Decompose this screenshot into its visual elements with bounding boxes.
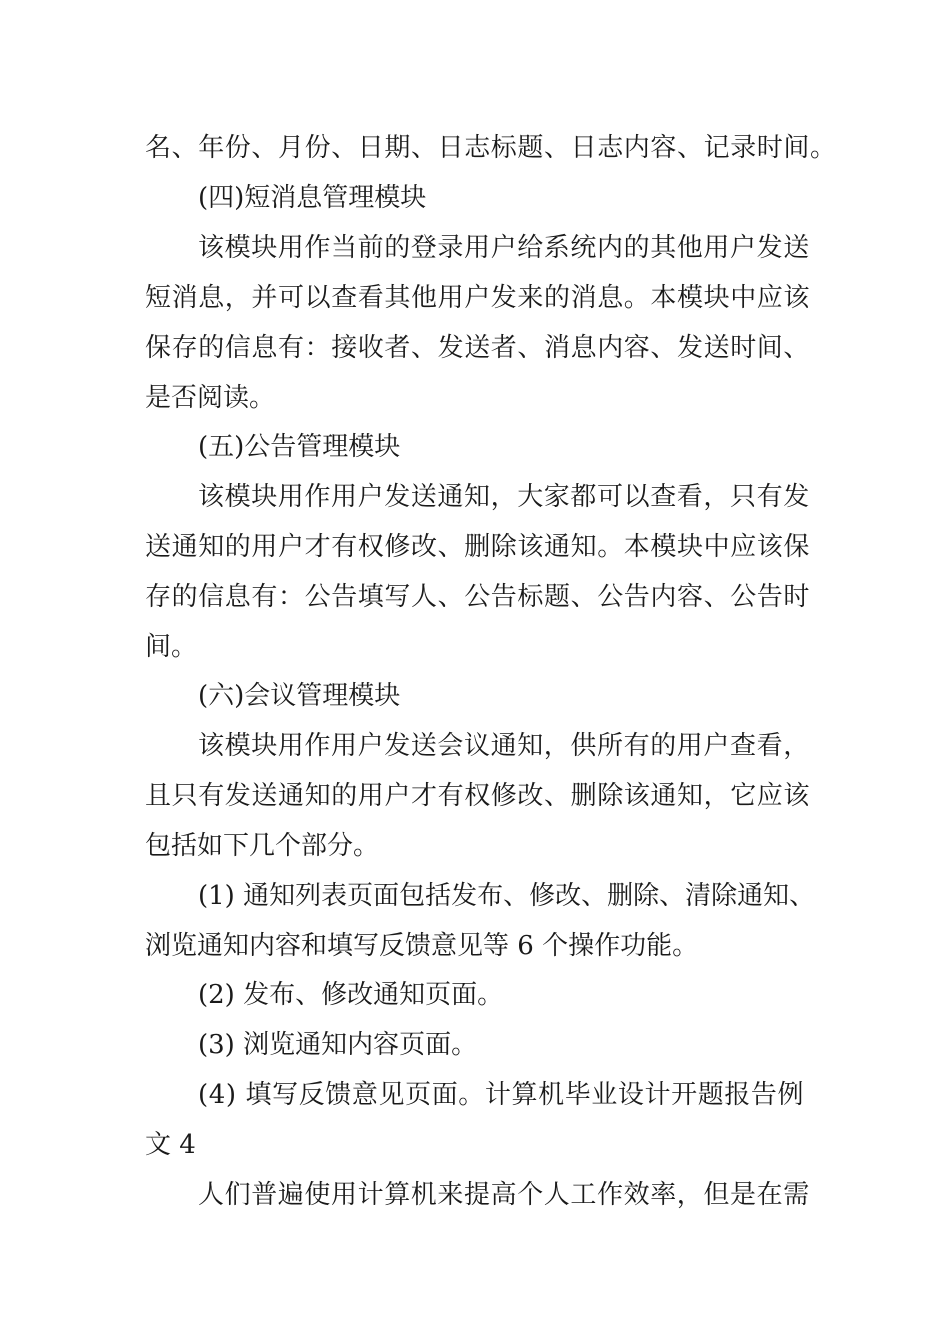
text-line-content: 短消息，并可以查看其他用户发来的消息。本模块中应该: [145, 283, 811, 313]
list-item-text: (2) 发布、修改通知页面。: [198, 980, 504, 1010]
text-line-content: 是否阅读。: [145, 383, 276, 413]
list-item: [0, 876, 950, 916]
text-line: [0, 826, 950, 866]
text-line-content: 包括如下几个部分。: [145, 831, 380, 861]
section-heading-text: (六)会议管理模块: [198, 681, 401, 711]
text-line: [0, 228, 950, 268]
text-line: [0, 627, 950, 667]
text-line-content: 保存的信息有：接收者、发送者、消息内容、发送时间、: [145, 333, 811, 363]
text-line: [0, 726, 950, 766]
text-line: [0, 926, 950, 966]
text-line: [0, 378, 950, 418]
text-line-content: 人们普遍使用计算机来提高个人工作效率，但是在需: [198, 1180, 810, 1210]
list-item-text: (1) 通知列表页面包括发布、修改、删除、清除通知、: [198, 881, 816, 911]
text-line: [0, 1125, 950, 1165]
text-line: [0, 328, 950, 368]
text-line: [0, 577, 950, 617]
text-line-content: 名、年份、月份、日期、日志标题、日志内容、记录时间。: [145, 133, 837, 163]
list-item: [0, 1025, 950, 1065]
text-line: [0, 278, 950, 318]
list-item-text: (3) 浏览通知内容页面。: [198, 1030, 478, 1060]
section-heading-text: (四)短消息管理模块: [198, 183, 427, 213]
list-item-text: (4) 填写反馈意见页面。计算机毕业设计开题报告例: [198, 1080, 805, 1110]
section-heading-announcement: [0, 427, 950, 467]
list-item: [0, 1075, 950, 1115]
text-line: [0, 1175, 950, 1215]
text-line: [0, 776, 950, 816]
section-heading-meeting: [0, 676, 950, 716]
text-line-content: 存的信息有：公告填写人、公告标题、公告内容、公告时: [145, 582, 811, 612]
text-line-content: 间。: [145, 632, 198, 662]
list-item: [0, 975, 950, 1015]
text-line: [0, 477, 950, 517]
text-line-content: 该模块用作用户发送通知，大家都可以查看，只有发: [198, 482, 810, 512]
text-line-content: 该模块用作当前的登录用户给系统内的其他用户发送: [198, 233, 810, 263]
section-heading-sms: [0, 178, 950, 218]
text-line: [0, 128, 950, 168]
text-line-content: 送通知的用户才有权修改、删除该通知。本模块中应该保: [145, 532, 811, 562]
text-line-content: 文 4: [145, 1130, 196, 1160]
text-line-content: 该模块用作用户发送会议通知，供所有的用户查看，: [198, 731, 810, 761]
text-line: [0, 527, 950, 567]
text-line-content: 且只有发送通知的用户才有权修改、删除该通知，它应该: [145, 781, 811, 811]
section-heading-text: (五)公告管理模块: [198, 432, 401, 462]
text-line-content: 浏览通知内容和填写反馈意见等 6 个操作功能。: [145, 931, 699, 961]
